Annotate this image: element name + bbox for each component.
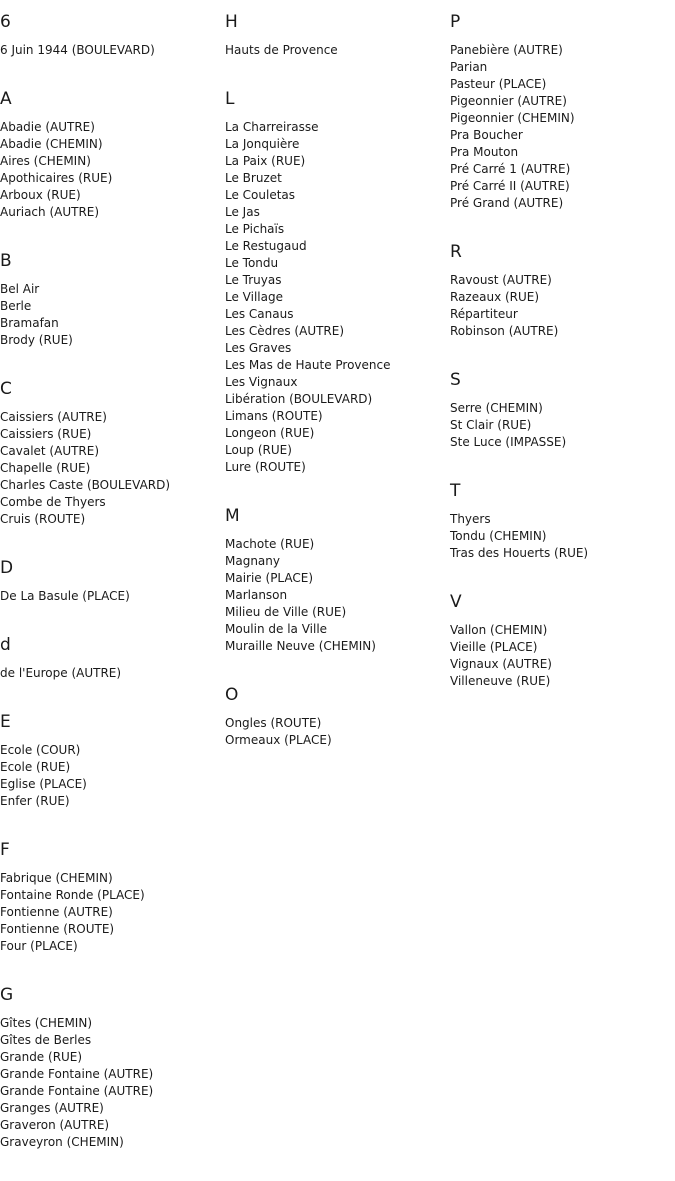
street-link[interactable]: Cruis (ROUTE) — [0, 512, 86, 526]
street-link[interactable]: Les Canaus — [225, 307, 294, 321]
street-link[interactable]: Abadie (CHEMIN) — [0, 137, 103, 151]
street-link[interactable]: Pra Mouton — [450, 145, 519, 159]
street-list — [0, 665, 220, 682]
street-link[interactable]: Ravoust (AUTRE) — [450, 273, 552, 287]
letter-heading: L — [225, 89, 235, 109]
letter-group — [450, 592, 670, 690]
letter-group — [450, 481, 670, 562]
letter-heading: O — [225, 685, 239, 705]
street-link[interactable]: Brody (RUE) — [0, 333, 73, 347]
street-link[interactable]: St Clair (RUE) — [450, 418, 532, 432]
letter-heading: S — [450, 370, 461, 390]
index-column-1 — [0, 12, 220, 1181]
street-link[interactable]: Ecole (RUE) — [0, 760, 71, 774]
street-link[interactable]: Grande Fontaine (AUTRE) — [0, 1067, 154, 1081]
letter-heading: T — [450, 481, 461, 501]
street-link[interactable]: Robinson (AUTRE) — [450, 324, 559, 338]
street-link[interactable]: Pré Carré 1 (AUTRE) — [450, 162, 571, 176]
street-link[interactable]: Machote (RUE) — [225, 537, 315, 551]
street-link[interactable]: Granges (AUTRE) — [0, 1101, 104, 1115]
street-link[interactable]: Fontaine Ronde (PLACE) — [0, 888, 145, 902]
street-link[interactable]: Lure (ROUTE) — [225, 460, 306, 474]
street-link[interactable]: Combe de Thyers — [0, 495, 106, 509]
street-link[interactable]: Ormeaux (PLACE) — [225, 733, 332, 747]
street-list — [0, 1015, 220, 1151]
letter-heading: M — [225, 506, 240, 526]
letter-heading: V — [450, 592, 462, 612]
street-list — [225, 715, 445, 749]
street-link[interactable]: Thyers — [450, 512, 491, 526]
street-link[interactable]: Ecole (COUR) — [0, 743, 81, 757]
letter-group — [0, 712, 220, 810]
street-link[interactable]: Pigeonnier (AUTRE) — [450, 94, 567, 108]
street-link[interactable]: Libération (BOULEVARD) — [225, 392, 373, 406]
street-link[interactable]: Hauts de Provence — [225, 43, 338, 57]
street-link[interactable]: Tondu (CHEMIN) — [450, 529, 547, 543]
street-link[interactable]: Cavalet (AUTRE) — [0, 444, 100, 458]
street-list — [450, 622, 670, 690]
street-link[interactable]: Fontienne (AUTRE) — [0, 905, 113, 919]
letter-heading: A — [0, 89, 12, 109]
street-link[interactable]: Pré Grand (AUTRE) — [450, 196, 564, 210]
street-link[interactable]: Longeon (RUE) — [225, 426, 315, 440]
street-link[interactable]: Pré Carré II (AUTRE) — [450, 179, 570, 193]
street-link[interactable]: Les Mas de Haute Provence — [225, 358, 391, 372]
street-link[interactable]: Ste Luce (IMPASSE) — [450, 435, 567, 449]
street-link[interactable]: Arboux (RUE) — [0, 188, 81, 202]
street-link[interactable]: Panebière (AUTRE) — [450, 43, 563, 57]
street-link[interactable]: Pasteur (PLACE) — [450, 77, 547, 91]
street-link[interactable]: La Paix (RUE) — [225, 154, 306, 168]
letter-heading: G — [0, 985, 14, 1005]
street-link[interactable]: Caissiers (RUE) — [0, 427, 92, 441]
street-list — [225, 536, 445, 655]
street-link[interactable]: Enfer (RUE) — [0, 794, 70, 808]
street-link[interactable]: Le Jas — [225, 205, 260, 219]
street-link[interactable]: Charles Caste (BOULEVARD) — [0, 478, 171, 492]
street-link[interactable]: Magnany — [225, 554, 280, 568]
street-link[interactable]: Les Cèdres (AUTRE) — [225, 324, 345, 338]
street-link[interactable]: Aires (CHEMIN) — [0, 154, 91, 168]
street-link[interactable]: Fontienne (ROUTE) — [0, 922, 115, 936]
street-list — [450, 42, 670, 212]
street-list — [225, 42, 445, 59]
street-link[interactable]: Graveyron (CHEMIN) — [0, 1135, 124, 1149]
street-link[interactable]: Milieu de Ville (RUE) — [225, 605, 347, 619]
letter-group — [225, 89, 445, 476]
street-link[interactable]: Les Graves — [225, 341, 292, 355]
street-link[interactable]: Grande (RUE) — [0, 1050, 83, 1064]
street-link[interactable]: Berle — [0, 299, 32, 313]
street-link[interactable]: Auriach (AUTRE) — [0, 205, 100, 219]
street-link[interactable]: Graveron (AUTRE) — [0, 1118, 110, 1132]
street-link[interactable]: Four (PLACE) — [0, 939, 78, 953]
street-list — [0, 119, 220, 221]
letter-group — [450, 12, 670, 212]
street-link[interactable]: Bel Air — [0, 282, 40, 296]
street-link[interactable]: Vignaux (AUTRE) — [450, 657, 552, 671]
letter-group — [0, 89, 220, 221]
letter-heading: R — [450, 242, 462, 262]
letter-group — [225, 12, 445, 59]
street-list — [0, 281, 220, 349]
street-link[interactable]: de l'Europe (AUTRE) — [0, 666, 122, 680]
street-link[interactable]: Moulin de la Ville — [225, 622, 328, 636]
street-link[interactable]: Chapelle (RUE) — [0, 461, 91, 475]
street-link[interactable]: Gîtes de Berles — [0, 1033, 92, 1047]
street-link[interactable]: Fabrique (CHEMIN) — [0, 871, 113, 885]
letter-group — [0, 985, 220, 1151]
street-link[interactable]: La Jonquière — [225, 137, 300, 151]
street-link[interactable]: Pigeonnier (CHEMIN) — [450, 111, 575, 125]
street-list — [0, 870, 220, 955]
letter-heading: H — [225, 12, 238, 32]
letter-group — [0, 558, 220, 605]
letter-heading: P — [450, 12, 461, 32]
street-link[interactable]: Le Truyas — [225, 273, 282, 287]
street-link[interactable]: 6 Juin 1944 (BOULEVARD) — [0, 43, 155, 57]
index-column-2 — [225, 12, 445, 779]
letter-heading: D — [0, 558, 14, 578]
street-link[interactable]: Bramafan — [0, 316, 59, 330]
street-link[interactable]: Gîtes (CHEMIN) — [0, 1016, 93, 1030]
letter-heading: d — [0, 635, 11, 655]
letter-group — [450, 242, 670, 340]
street-link[interactable]: Villeneuve (RUE) — [450, 674, 551, 688]
street-list — [225, 119, 445, 476]
street-link[interactable]: Tras des Houerts (RUE) — [450, 546, 589, 560]
letter-group — [0, 379, 220, 528]
street-link[interactable]: Mairie (PLACE) — [225, 571, 314, 585]
street-list — [0, 42, 220, 59]
street-list — [0, 409, 220, 528]
letter-group — [0, 12, 220, 59]
letter-group — [0, 635, 220, 682]
letter-heading: E — [0, 712, 11, 732]
street-link[interactable]: Limans (ROUTE) — [225, 409, 323, 423]
street-link[interactable]: Caissiers (AUTRE) — [0, 410, 107, 424]
letter-heading: C — [0, 379, 12, 399]
street-link[interactable]: Apothicaires (RUE) — [0, 171, 113, 185]
street-list — [0, 742, 220, 810]
street-list — [0, 588, 220, 605]
letter-heading: B — [0, 251, 12, 271]
street-link[interactable]: Le Village — [225, 290, 283, 304]
street-list — [450, 400, 670, 451]
street-link[interactable]: Pra Boucher — [450, 128, 523, 142]
letter-heading: F — [0, 840, 10, 860]
street-link[interactable]: Serre (CHEMIN) — [450, 401, 543, 415]
street-link[interactable]: Ongles (ROUTE) — [225, 716, 322, 730]
street-link[interactable]: Eglise (PLACE) — [0, 777, 87, 791]
street-link[interactable]: Le Restugaud — [225, 239, 307, 253]
street-link[interactable]: Muraille Neuve (CHEMIN) — [225, 639, 376, 653]
street-link[interactable]: Vieille (PLACE) — [450, 640, 538, 654]
street-link[interactable]: La Charreirasse — [225, 120, 319, 134]
letter-group — [225, 506, 445, 655]
letter-heading: 6 — [0, 12, 11, 32]
street-link[interactable]: Razeaux (RUE) — [450, 290, 540, 304]
letter-group — [0, 840, 220, 955]
street-link[interactable]: Vallon (CHEMIN) — [450, 623, 548, 637]
street-link[interactable]: De La Basule (PLACE) — [0, 589, 130, 603]
street-link[interactable]: Le Couletas — [225, 188, 296, 202]
street-list — [450, 511, 670, 562]
street-link[interactable]: Le Bruzet — [225, 171, 282, 185]
letter-group — [450, 370, 670, 451]
index-column-3 — [450, 12, 670, 720]
street-link[interactable]: Parian — [450, 60, 488, 74]
street-link[interactable]: Grande Fontaine (AUTRE) — [0, 1084, 154, 1098]
street-link[interactable]: Répartiteur — [450, 307, 518, 321]
letter-group — [0, 251, 220, 349]
street-link[interactable]: Abadie (AUTRE) — [0, 120, 95, 134]
street-link[interactable]: Marlanson — [225, 588, 288, 602]
street-link[interactable]: Le Pichaïs — [225, 222, 285, 236]
street-link[interactable]: Le Tondu — [225, 256, 279, 270]
letter-group — [225, 685, 445, 749]
street-list — [450, 272, 670, 340]
street-link[interactable]: Les Vignaux — [225, 375, 298, 389]
street-link[interactable]: Loup (RUE) — [225, 443, 292, 457]
